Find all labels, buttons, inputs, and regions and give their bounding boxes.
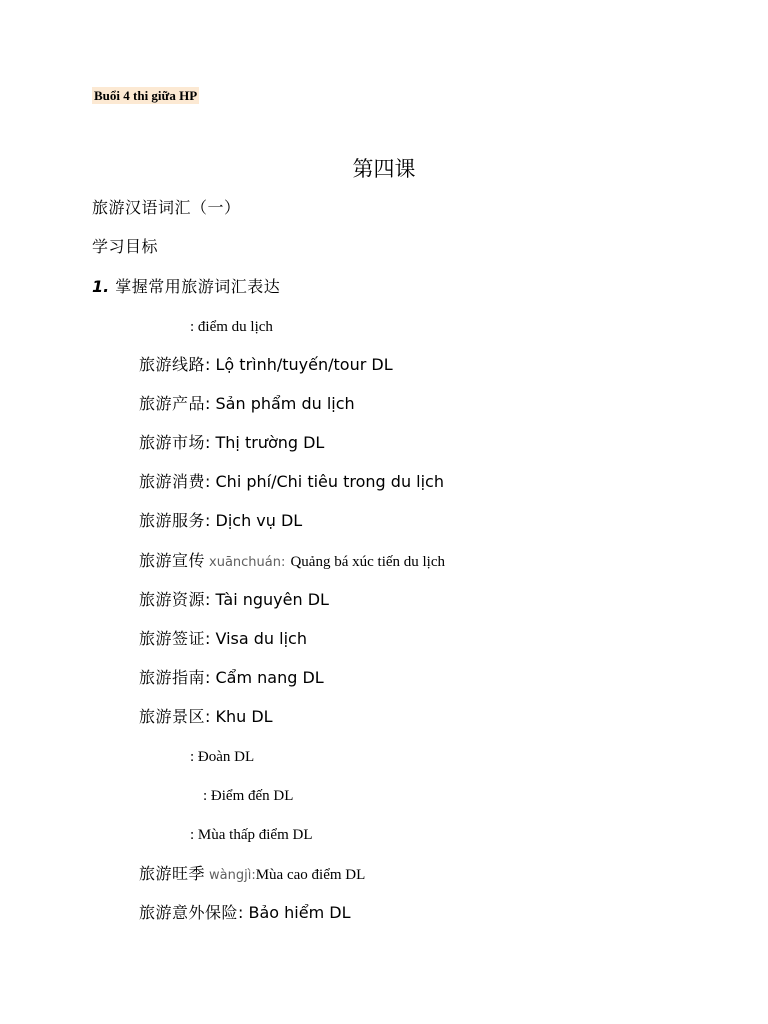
vocab-item [139,902,351,924]
vocab-item [190,316,273,338]
vocab-separator: : [190,749,198,765]
vocab-pinyin: wàngjì: [209,868,256,883]
vocab-meaning: điểm du lịch [197,319,273,335]
vocab-item [139,510,302,532]
vocab-term: 旅游宣传 [139,551,206,570]
vocab-item [139,393,355,415]
vocab-meaning: Quảng bá xúc tiến du lịch [290,554,446,570]
vocab-meaning: Thị trường DL [215,433,325,452]
header-note: Buổi 4 thi giữa HP [94,88,198,103]
vocab-meaning: Cẩm nang DL [215,668,324,687]
vocab-item [139,863,365,887]
vocab-meaning: Dịch vụ DL [215,511,303,530]
vocab-separator: : [205,668,216,687]
vocab-term: 旅游资源 [139,590,206,609]
vocab-meaning: Điểm đến DL [210,788,294,804]
vocab-meaning: Mùa thấp điểm DL [197,827,313,843]
vocab-meaning: Khu DL [215,707,273,726]
vocab-term: 旅游签证 [139,629,206,648]
vocab-separator: : [205,707,216,726]
vocab-separator: : [205,355,216,374]
vocab-term: 旅游旺季 [139,864,206,883]
vocab-meaning: Lộ trình/tuyến/tour DL [215,355,393,374]
vocab-separator: : [190,827,198,843]
vocab-term: 旅游景区 [139,707,206,726]
vocab-meaning: Mùa cao điểm DL [255,867,366,883]
vocab-separator: : [205,511,216,530]
section-heading-text: 掌握常用旅游词汇表达 [115,277,281,296]
subtitle-objectives: 学习目标 [92,237,159,256]
vocab-item [139,589,329,611]
vocab-item [139,432,324,454]
section-1-heading [92,276,280,298]
vocab-separator: : [238,903,249,922]
vocab-item [139,628,307,650]
vocab-meaning: Đoàn DL [197,749,255,765]
section-number: 1. [92,277,110,296]
vocab-item [139,706,273,728]
vocab-item [139,550,445,574]
vocab-meaning: Sản phẩm du lịch [215,394,355,413]
vocab-item [190,824,312,846]
vocab-meaning: Bảo hiểm DL [248,903,351,922]
vocab-term: 旅游意外保险 [139,903,239,922]
vocab-pinyin: xuānchuán: [209,555,286,570]
subtitle-vocabulary: 旅游汉语词汇（一） [92,198,241,217]
vocab-term: 旅游指南 [139,668,206,687]
vocab-item [139,354,393,376]
lesson-title: 第四课 [352,157,416,181]
vocab-item [139,667,324,689]
vocab-separator: : [205,590,216,609]
vocab-meaning: Chi phí/Chi tiêu trong du lịch [215,472,444,491]
vocab-item [190,746,254,768]
vocab-term: 旅游消费 [139,472,206,491]
vocab-term: 旅游市场 [139,433,206,452]
vocab-term: 旅游线路 [139,355,206,374]
vocab-term: 旅游产品 [139,394,206,413]
vocab-item [203,785,293,807]
vocab-item [139,471,444,493]
vocab-meaning: Tài nguyên DL [215,590,329,609]
vocab-separator: : [205,629,216,648]
vocab-separator: : [205,433,216,452]
vocab-term: 旅游服务 [139,511,206,530]
vocab-meaning: Visa du lịch [215,629,307,648]
vocab-separator: : [205,472,216,491]
vocab-separator: : [203,788,211,804]
vocab-separator: : [205,394,216,413]
vocab-separator: : [190,319,198,335]
